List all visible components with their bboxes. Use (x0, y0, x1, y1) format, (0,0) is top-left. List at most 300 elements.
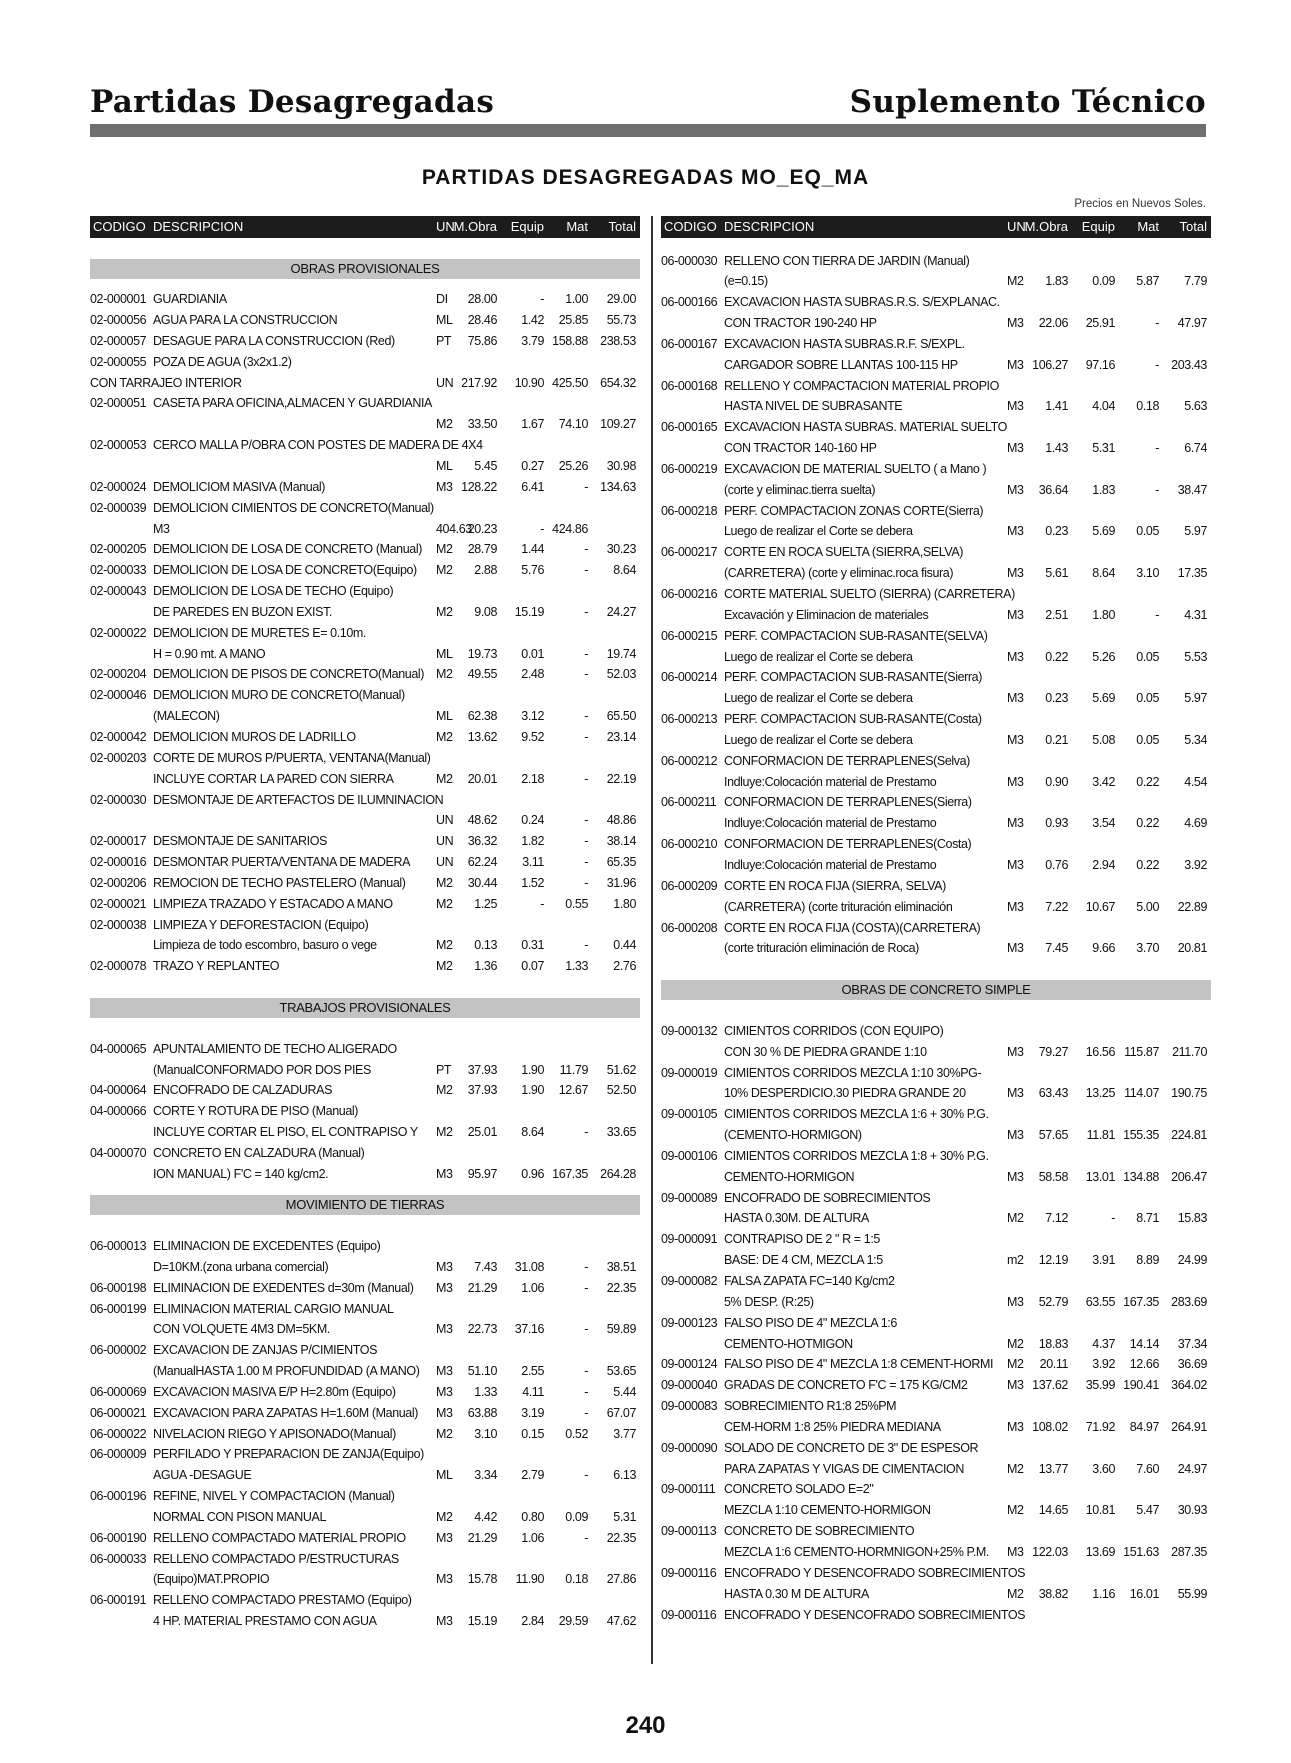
cell-mat: 425.50 (552, 375, 588, 390)
table-row (661, 730, 1211, 751)
cell-total: 51.62 (606, 1062, 636, 1077)
cell-mat: 0.22 (1136, 774, 1159, 789)
table-row (661, 1605, 1211, 1626)
table-row (90, 1590, 640, 1611)
cell-total: 206.47 (1171, 1169, 1207, 1184)
cell-mat: - (584, 834, 588, 849)
cell-descripcion: CONCRETO SOLADO E=2" (724, 1482, 874, 1497)
table-row (661, 563, 1211, 584)
cell-descripcion: CORTE Y ROTURA DE PISO (Manual) (153, 1104, 359, 1119)
cell-equip: 3.60 (1092, 1461, 1115, 1476)
cell-codigo: 09-000111 (661, 1482, 716, 1497)
table-row (661, 1271, 1211, 1292)
table-row (90, 602, 640, 623)
cell-equip: 4.04 (1092, 399, 1115, 414)
cell-total: 3.77 (613, 1426, 636, 1441)
cell-mat: - (584, 667, 588, 682)
cell-mobra: 2.51 (1045, 607, 1068, 622)
cell-mobra: 137.62 (1032, 1378, 1068, 1393)
cell-codigo: 02-000033 (90, 563, 147, 578)
cell-total: 48.86 (606, 813, 636, 828)
table-row (90, 435, 640, 456)
cell-codigo: 02-000043 (90, 584, 147, 599)
table-row (90, 1143, 640, 1164)
cell-mobra: 4.42 (474, 1509, 497, 1524)
cell-descripcion: AGUA -DESAGUE (153, 1468, 252, 1483)
cell-mobra: 75.86 (467, 333, 497, 348)
cell-mat: 0.22 (1136, 857, 1159, 872)
header-mobra: M.Obra (1024, 219, 1068, 234)
cell-mat: 5.00 (1136, 899, 1159, 914)
cell-total: 5.31 (613, 1509, 636, 1524)
cell-mobra: 28.46 (467, 313, 497, 328)
table-row (90, 1101, 640, 1122)
table-row (90, 1278, 640, 1299)
row-spacer (661, 238, 1211, 251)
cell-descripcion: DESMONTAJE DE ARTEFACTOS DE ILUMNINACION (153, 792, 444, 807)
cell-mat: - (584, 542, 588, 557)
cell-mat: - (584, 1280, 588, 1295)
cell-total: 264.91 (1171, 1419, 1207, 1434)
cell-un: ML (436, 709, 453, 724)
cell-equip: 1.52 (521, 875, 544, 890)
cell-codigo: 02-000030 (90, 792, 147, 807)
cell-un: M3 (1007, 816, 1024, 831)
cell-un: 404.63 (436, 521, 472, 536)
page-number: 240 (625, 1712, 666, 1739)
cell-descripcion: HASTA NIVEL DE SUBRASANTE (724, 399, 903, 414)
cell-un: M2 (436, 1426, 453, 1441)
cell-un: ML (436, 459, 453, 474)
cell-descripcion: REFINE, NIVEL Y COMPACTACION (Manual) (153, 1489, 395, 1504)
table-row (661, 396, 1211, 417)
cell-un: M3 (1007, 399, 1024, 414)
cell-total: 31.96 (606, 875, 636, 890)
table-row (661, 1438, 1211, 1459)
cell-mat: 11.79 (559, 1062, 588, 1077)
cell-un: M2 (436, 729, 453, 744)
cell-equip: 25.91 (1085, 316, 1115, 331)
cell-descripcion: Indluye:Colocación material de Prestamo (724, 774, 937, 789)
cell-equip: 11.90 (515, 1572, 544, 1587)
cell-total: 283.69 (1171, 1294, 1207, 1309)
cell-equip: 5.31 (1092, 441, 1115, 456)
cell-total: 55.73 (606, 313, 636, 328)
cell-equip: - (540, 292, 544, 307)
cell-un: M2 (436, 1509, 453, 1524)
cell-mobra: 1.41 (1045, 399, 1068, 414)
table-row (661, 751, 1211, 772)
cell-descripcion: DEMOLICION DE LOSA DE TECHO (Equipo) (153, 584, 394, 599)
cell-total: 53.65 (606, 1364, 636, 1379)
cell-equip: 5.76 (521, 563, 544, 578)
cell-descripcion: PERF. COMPACTACION ZONAS CORTE(Sierra) (724, 503, 984, 518)
cell-equip: 3.19 (521, 1405, 544, 1420)
table-row (90, 1080, 640, 1101)
table-row (661, 417, 1211, 438)
cell-descripcion: DESMONTAJE DE SANITARIOS (153, 834, 327, 849)
cell-mobra: 48.62 (467, 813, 497, 828)
cell-mobra: 18.83 (1038, 1336, 1068, 1351)
cell-equip: 0.31 (521, 938, 544, 953)
cell-codigo: 06-000030 (661, 253, 718, 268)
cell-codigo: 06-000212 (661, 753, 718, 768)
cell-mobra: 0.90 (1045, 774, 1068, 789)
table-row (90, 1486, 640, 1507)
cell-mobra: 21.29 (467, 1530, 497, 1545)
cell-descripcion: DEMOLICION MURO DE CONCRETO(Manual) (153, 688, 405, 703)
cell-descripcion: HASTA 0.30M. DE ALTURA (724, 1211, 869, 1226)
cell-codigo: 02-000001 (90, 292, 147, 307)
table-row (90, 310, 640, 331)
row-spacer (90, 279, 640, 289)
table-row (661, 1313, 1211, 1334)
cell-equip: 2.94 (1092, 857, 1115, 872)
cell-mat: - (584, 479, 588, 494)
table-row (90, 706, 640, 727)
cell-descripcion: NIVELACION RIEGO Y APISONADO(Manual) (153, 1426, 396, 1441)
cell-total: 30.23 (606, 542, 636, 557)
table-row (90, 1403, 640, 1424)
cell-un: M3 (436, 1322, 453, 1337)
cell-descripcion: DE PAREDES EN BUZON EXIST. (153, 604, 332, 619)
cell-descripcion: CORTE DE MUROS P/PUERTA, VENTANA(Manual) (153, 750, 431, 765)
cell-codigo: 02-000206 (90, 875, 147, 890)
cell-descripcion: DEMOLICION MUROS DE LADRILLO (153, 729, 356, 744)
header-right-title: Suplemento Técnico (849, 84, 1206, 120)
cell-codigo: 02-000016 (90, 855, 147, 870)
cell-codigo: 06-000214 (661, 670, 718, 685)
cell-total: 33.65 (606, 1125, 636, 1140)
cell-mat: 114.07 (1124, 1086, 1159, 1101)
cell-descripcion: 10% DESPERDICIO.30 PIEDRA GRANDE 20 (724, 1086, 966, 1101)
row-spacer (90, 1018, 640, 1039)
table-row (90, 769, 640, 790)
cell-mobra: 1.33 (474, 1384, 497, 1399)
cell-descripcion: CARGADOR SOBRE LLANTAS 100-115 HP (724, 357, 958, 372)
cell-total: 24.97 (1177, 1461, 1207, 1476)
cell-mat: 8.71 (1136, 1211, 1159, 1226)
cell-descripcion: Luego de realizar el Corte se debera (724, 732, 913, 747)
cell-equip: 1.80 (1092, 607, 1115, 622)
cell-un: M3 (1007, 899, 1024, 914)
cell-codigo: 06-000210 (661, 837, 718, 852)
header-un: UN (1007, 219, 1026, 234)
cell-mat: 25.26 (558, 459, 588, 474)
cell-mobra: 0.13 (474, 938, 497, 953)
cell-descripcion: PERF. COMPACTACION SUB-RASANTE(Sierra) (724, 670, 982, 685)
cell-equip: 4.11 (522, 1384, 544, 1399)
cell-mat: 7.60 (1136, 1461, 1159, 1476)
left-table-body (90, 238, 640, 1632)
cell-total: 6.74 (1184, 441, 1207, 456)
cell-un: M3 (1007, 1294, 1024, 1309)
row-spacer (90, 238, 640, 259)
cell-descripcion: 5% DESP. (R:25) (724, 1294, 814, 1309)
cell-mobra: 1.43 (1045, 441, 1068, 456)
cell-mobra: 0.23 (1045, 691, 1068, 706)
cell-descripcion: CONFORMACION DE TERRAPLENES(Costa) (724, 837, 972, 852)
cell-mobra: 25.01 (467, 1125, 497, 1140)
cell-mobra: 13.77 (1038, 1461, 1068, 1476)
cell-mobra: 13.62 (467, 729, 497, 744)
cell-codigo: 06-000167 (661, 336, 718, 351)
cell-mobra: 15.78 (467, 1572, 497, 1587)
table-row (90, 790, 640, 811)
cell-codigo: 09-000091 (661, 1232, 718, 1247)
cell-mat: 3.10 (1136, 566, 1159, 581)
cell-codigo: 09-000123 (661, 1315, 718, 1330)
cell-equip: 35.99 (1085, 1378, 1115, 1393)
cell-mobra: 52.79 (1038, 1294, 1068, 1309)
table-row (661, 1146, 1211, 1167)
table-row (90, 560, 640, 581)
cell-un: M3 (436, 1405, 453, 1420)
cell-codigo: 06-000211 (661, 795, 717, 810)
cell-descripcion: CEMENTO-HOTMIGON (724, 1336, 853, 1351)
cell-descripcion: EXCAVACION DE ZANJAS P/CIMIENTOS (153, 1343, 378, 1358)
table-row (90, 685, 640, 706)
cell-un: UN (436, 375, 454, 390)
cell-mobra: 7.45 (1045, 941, 1068, 956)
cell-descripcion: FALSO PISO DE 4" MEZCLA 1:6 (724, 1315, 897, 1330)
cell-total: 364.02 (1171, 1378, 1207, 1393)
cell-mat: - (584, 709, 588, 724)
cell-un: M2 (1007, 1461, 1024, 1476)
table-row (90, 1549, 640, 1570)
table-row (90, 644, 640, 665)
cell-descripcion: DESMONTAR PUERTA/VENTANA DE MADERA (153, 855, 411, 870)
cell-codigo: 06-000013 (90, 1238, 147, 1253)
cell-equip: - (1111, 1211, 1115, 1226)
table-row (90, 1424, 640, 1445)
cell-mat: - (1155, 482, 1159, 497)
cell-codigo: 02-000203 (90, 750, 147, 765)
cell-total: 47.62 (606, 1614, 636, 1629)
cell-mat: 0.22 (1136, 816, 1159, 831)
cell-equip: 0.15 (521, 1426, 544, 1441)
cell-equip: 13.69 (1085, 1544, 1115, 1559)
table-row (661, 1083, 1211, 1104)
table-row (661, 938, 1211, 959)
cell-total: 4.69 (1184, 816, 1207, 831)
cell-un: M3 (436, 1259, 453, 1274)
table-row (90, 1382, 640, 1403)
cell-un: M3 (436, 1614, 453, 1629)
cell-codigo: 06-000166 (661, 295, 718, 310)
table-row (661, 626, 1211, 647)
cell-equip: 1.83 (1092, 482, 1115, 497)
cell-mat: - (584, 1322, 588, 1337)
cell-equip: 8.64 (1092, 566, 1115, 581)
cell-mobra: 0.23 (1045, 524, 1068, 539)
cell-descripcion: Indluye:Colocación material de Prestamo (724, 857, 937, 872)
cell-codigo: 02-000046 (90, 688, 147, 703)
header-equip: Equip (510, 219, 544, 234)
cell-descripcion: EXCAVACION HASTA SUBRAS.R.S. S/EXPLANAC. (724, 295, 1000, 310)
table-row (90, 810, 640, 831)
cell-un: PT (436, 333, 452, 348)
cell-total: 52.03 (606, 667, 636, 682)
table-row (661, 667, 1211, 688)
cell-equip: 0.09 (1092, 274, 1115, 289)
cell-un: M3 (436, 1280, 453, 1295)
cell-un: M2 (436, 604, 453, 619)
cell-total: 37.34 (1177, 1336, 1207, 1351)
row-spacer (90, 1185, 640, 1195)
cell-mobra: 62.24 (467, 855, 497, 870)
table-row (661, 1396, 1211, 1417)
cell-descripcion: RELLENO COMPACTADO PRESTAMO (Equipo) (153, 1593, 412, 1608)
table-row (90, 873, 640, 894)
cell-codigo: 02-000038 (90, 917, 147, 932)
cell-descripcion: CORTE MATERIAL SUELTO (SIERRA) (CARRETERA) (724, 587, 1015, 601)
cell-mat: 0.18 (565, 1572, 588, 1587)
cell-un: UN (436, 834, 454, 849)
cell-descripcion: RELLENO CON TIERRA DE JARDIN (Manual) (724, 253, 970, 268)
cell-mat: 3.70 (1136, 941, 1159, 956)
page-title: PARTIDAS DESAGREGADAS MO_EQ_MA (421, 166, 870, 189)
cell-equip: 13.01 (1085, 1169, 1115, 1184)
cell-descripcion: ENCOFRADO Y DESENCOFRADO SOBRECIMIENTOS (724, 1565, 1026, 1580)
table-row (90, 456, 640, 477)
cell-descripcion: NORMAL CON PISON MANUAL (153, 1509, 327, 1524)
table-row (661, 251, 1211, 272)
cell-equip: 1.82 (521, 834, 544, 849)
cell-descripcion: REMOCION DE TECHO PASTELERO (Manual) (153, 875, 406, 890)
cell-descripcion: ELIMINACION DE EXEDENTES d=30m (Manual) (153, 1280, 414, 1295)
cell-descripcion: (CARRETERA) (corte y eliminac.roca fisura) (724, 566, 954, 581)
cell-equip: 0.07 (521, 959, 544, 974)
cell-total: 59.89 (606, 1322, 636, 1337)
cell-descripcion: CIMIENTOS CORRIDOS MEZCLA 1:10 30%PG- (724, 1065, 982, 1080)
cell-equip: 3.91 (1092, 1253, 1115, 1268)
cell-mobra: 22.73 (467, 1322, 497, 1337)
cell-descripcion: POZA DE AGUA (3x2x1.2) (153, 354, 292, 369)
cell-codigo: 09-000124 (661, 1357, 718, 1372)
cell-mat: - (584, 875, 588, 890)
table-row (90, 331, 640, 352)
cell-equip: 5.08 (1092, 732, 1115, 747)
cell-codigo: 09-000106 (661, 1148, 718, 1163)
cell-codigo: 09-000040 (661, 1378, 718, 1393)
cell-equip: 10.67 (1085, 899, 1115, 914)
cell-mat: 0.09 (565, 1509, 588, 1524)
cell-codigo: 09-000090 (661, 1440, 718, 1455)
cell-un: M3 (1007, 607, 1024, 622)
cell-descripcion: ION MANUAL) F'C = 140 kg/cm2. (153, 1166, 329, 1181)
cell-mobra: 5.61 (1045, 566, 1068, 581)
cell-descripcion: (e=0.15) (724, 274, 768, 289)
cell-mat: 134.88 (1123, 1169, 1159, 1184)
cell-descripcion: ENCOFRADO DE SOBRECIMIENTOS (724, 1190, 931, 1205)
section-heading: OBRAS PROVISIONALES (90, 259, 640, 279)
cell-descripcion: D=10KM.(zona urbana comercial) (153, 1259, 329, 1274)
cell-mobra: 38.82 (1038, 1586, 1068, 1601)
cell-descripcion: CON 30 % DE PIEDRA GRANDE 1:10 (724, 1044, 927, 1059)
table-row (90, 894, 640, 915)
cell-mobra: 9.08 (474, 604, 497, 619)
header-equip: Equip (1081, 219, 1115, 234)
cell-equip: 1.90 (521, 1062, 544, 1077)
table-row (661, 647, 1211, 668)
cell-mat: 8.89 (1136, 1253, 1159, 1268)
table-row (661, 438, 1211, 459)
cell-codigo: CON TARRAJEO INTERIOR (90, 375, 242, 390)
cell-mobra: 217.92 (461, 375, 497, 390)
cell-total: 134.63 (600, 479, 636, 494)
cell-un: M2 (1007, 1211, 1024, 1226)
cell-un: M3 (1007, 941, 1024, 956)
cell-mobra: 0.21 (1045, 732, 1068, 747)
cell-descripcion: M3 (153, 521, 170, 536)
table-row (90, 748, 640, 769)
cell-codigo: 06-000216 (661, 587, 718, 601)
header-descripcion: DESCRIPCION (153, 219, 244, 234)
cell-equip: 2.55 (521, 1364, 544, 1379)
cell-total: 47.97 (1177, 316, 1207, 331)
cell-mobra: 63.88 (467, 1405, 497, 1420)
cell-un: M3 (436, 1166, 453, 1181)
cell-descripcion: EXCAVACION DE MATERIAL SUELTO ( a Mano ) (724, 461, 987, 476)
cell-un: M3 (1007, 1086, 1024, 1101)
cell-total: 109.27 (600, 417, 636, 432)
table-row (90, 664, 640, 685)
cell-descripcion: EXCAVACION PARA ZAPATAS H=1.60M (Manual) (153, 1405, 418, 1420)
row-spacer (661, 959, 1211, 980)
cell-mat: - (584, 1259, 588, 1274)
cell-codigo: 04-000066 (90, 1104, 147, 1119)
table-row (661, 480, 1211, 501)
cell-mat: 167.35 (1123, 1294, 1159, 1309)
cell-descripcion: GRADAS DE CONCRETO F'C = 175 KG/CM2 (724, 1378, 968, 1393)
cell-total: 15.83 (1177, 1211, 1207, 1226)
table-row (90, 352, 640, 373)
table-row (90, 393, 640, 414)
cell-equip: 71.92 (1085, 1419, 1115, 1434)
table-row (661, 1063, 1211, 1084)
cell-mobra: 51.10 (467, 1364, 497, 1379)
cell-descripcion: CEMENTO-HORMIGON (724, 1169, 855, 1184)
cell-descripcion: CON VOLQUETE 4M3 DM=5KM. (153, 1322, 330, 1337)
cell-codigo: 06-000191 (90, 1593, 147, 1608)
cell-descripcion: CORTE EN ROCA SUELTA (SIERRA,SELVA) (724, 545, 964, 560)
cell-mobra: 3.34 (474, 1468, 497, 1483)
cell-codigo: 09-000113 (661, 1524, 717, 1539)
cell-mobra: 62.38 (467, 709, 497, 724)
cell-mat: - (1155, 357, 1159, 372)
cell-total: 5.53 (1184, 649, 1207, 664)
cell-descripcion: (ManualCONFORMADO POR DOS PIES (153, 1062, 371, 1077)
cell-codigo: 02-000053 (90, 438, 147, 453)
cell-un: M2 (436, 417, 453, 432)
cell-un: DI (436, 292, 448, 307)
cell-codigo: 02-000056 (90, 313, 147, 328)
table-row (90, 373, 640, 394)
cell-total: 20.81 (1177, 941, 1207, 956)
table-row (661, 1021, 1211, 1042)
table-row (661, 1188, 1211, 1209)
table-row (661, 584, 1211, 605)
cell-codigo: 06-000199 (90, 1301, 147, 1316)
cell-descripcion: BASE: DE 4 CM, MEZCLA 1:5 (724, 1253, 883, 1268)
cell-codigo: 06-000022 (90, 1426, 147, 1441)
cell-descripcion: ELIMINACION MATERIAL CARGIO MANUAL (153, 1301, 394, 1316)
cell-mobra: 0.22 (1045, 649, 1068, 664)
cell-equip: 1.44 (521, 542, 544, 557)
cell-descripcion: INCLUYE CORTAR LA PARED CON SIERRA (153, 771, 394, 786)
table-row (661, 1417, 1211, 1438)
